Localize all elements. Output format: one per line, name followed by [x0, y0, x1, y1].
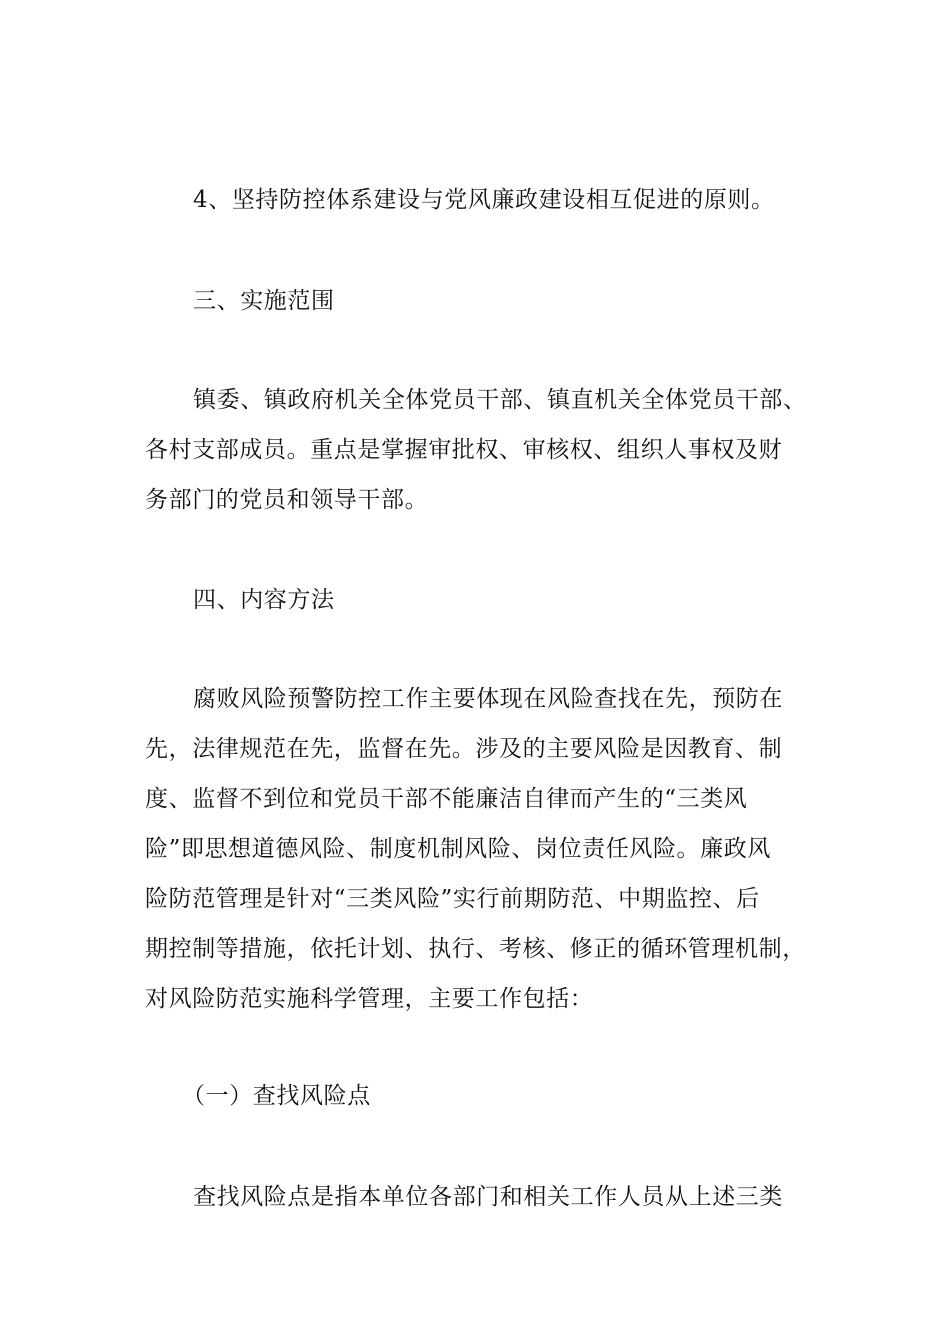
- text-line: 期控制等措施，依托计划、执行、考核、修正的循环管理机制，: [145, 936, 806, 962]
- text-line: 务部门的党员和领导干部。: [145, 487, 429, 513]
- text-line: 先，法律规范在先，监督在先。涉及的主要风险是因教育、制: [145, 736, 783, 762]
- content-method-paragraph: [145, 674, 827, 1024]
- find-risk-paragraph: [145, 1172, 827, 1222]
- text-line: 险”即思想道德风险、制度机制风险、岗位责任风险。廉政风: [145, 836, 771, 862]
- scope-paragraph: [145, 375, 827, 525]
- text-line: 各村支部成员。重点是掌握审批权、审核权、组织人事权及财: [145, 437, 783, 463]
- text-line: 腐败风险预警防控工作主要体现在风险查找在先，预防在: [193, 686, 783, 712]
- text-line: 查找风险点是指本单位各部门和相关工作人员从上述三类: [193, 1184, 783, 1210]
- section-heading-3: 三、实施范围: [193, 288, 335, 314]
- subsection-heading-1: （一）查找风险点: [182, 1083, 371, 1109]
- text-line: 对风险防范实施科学管理，主要工作包括：: [145, 986, 594, 1012]
- text-line: 险防范管理是针对“三类风险”实行前期防范、中期监控、后: [145, 886, 760, 912]
- text-line: 度、监督不到位和党员干部不能廉洁自律而产生的“三类风: [145, 786, 748, 812]
- text-line: 镇委、镇政府机关全体党员干部、镇直机关全体党员干部、: [193, 387, 807, 413]
- text-line: 4、坚持防控体系建设与党风廉政建设相互促进的原则。: [193, 187, 775, 213]
- principle-4-paragraph: [145, 175, 827, 225]
- section-heading-4: 四、内容方法: [193, 587, 335, 613]
